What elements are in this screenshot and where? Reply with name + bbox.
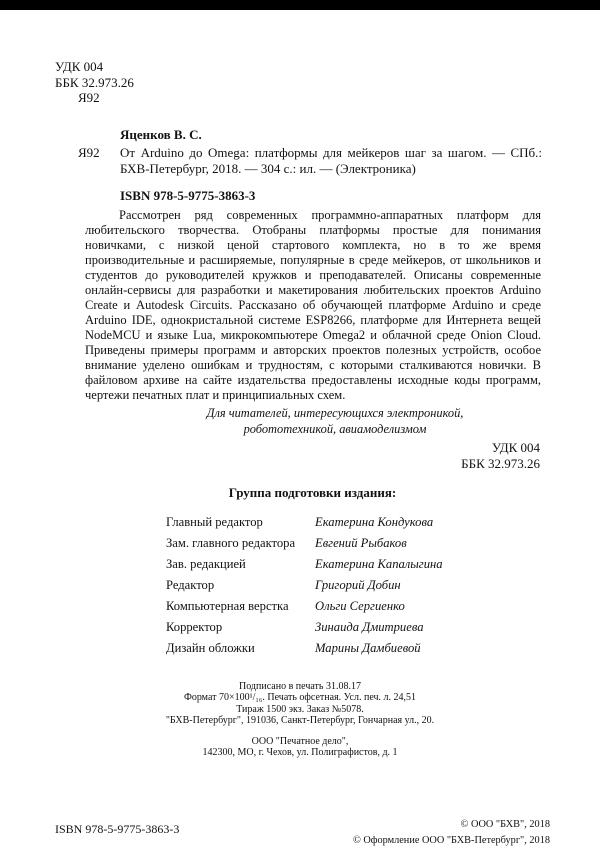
credits-row <box>166 620 443 641</box>
credits-row <box>166 599 443 620</box>
bbk-code-right: ББК 32.973.26 <box>461 455 540 471</box>
imprint-line: 142300, МО, г. Чехов, ул. Полиграфистов, д. 1 <box>202 747 398 759</box>
audience-line-1: Для читателей, интересующихся электроникой, <box>206 406 464 420</box>
author-sign: Я92 <box>78 90 100 105</box>
credits-row <box>166 515 443 536</box>
credits-name: Екатерина Капалыгина <box>315 557 443 571</box>
imprint-line: "БХВ-Петербург", 191036, Санкт-Петербург, Гончарная ул., 20. <box>165 714 435 726</box>
imprint-line: Подписано в печать 31.08.17 <box>239 681 361 692</box>
credits-role: Главный редактор <box>166 515 263 529</box>
credits-name: Ольги Сергиенко <box>315 599 405 613</box>
isbn-number: ISBN 978-5-9775-3863-3 <box>120 188 256 203</box>
credits-row <box>166 578 443 599</box>
credits-name: Григорий Добин <box>315 578 401 592</box>
imprint-block <box>85 681 515 759</box>
footer-isbn: ISBN 978-5-9775-3863-3 <box>55 822 180 836</box>
credits-row <box>166 641 443 662</box>
catalog-entry <box>78 145 542 176</box>
audience-note <box>107 406 563 437</box>
catalog-author-sign: Я92 <box>78 145 100 160</box>
udk-code: УДК 004 <box>55 59 104 74</box>
scan-edge-bar <box>0 0 600 10</box>
credits-name: Марины Дамбиевой <box>315 641 421 655</box>
classification-codes-right <box>461 440 540 471</box>
catalog-entry-text: От Arduino до Omega: платформы для мейкеров шаг за шагом. — СПб.: БХВ-Петербург, 2018. — 304 с.: ил. — (Электроника) <box>120 145 542 176</box>
credits-role: Корректор <box>166 620 223 634</box>
imprint-line: ООО "Печатное дело", <box>251 736 349 748</box>
credits-role: Зав. редакцией <box>166 557 246 571</box>
credits-row <box>166 536 443 557</box>
credits-row <box>166 557 443 578</box>
annotation-paragraph: Рассмотрен ряд современных программно-аппаратных платформ для любительского творчества. Отобраны платформы простые для понимания новичками, с низкой ценой стартового комплекта, но в то же время производительные и расширяемые, популярные в среде мейкеров, от школьников и студентов до руководителей кружков и преподавателей. Описаны современные онлайн-сервисы для разработки и макетирования любительских проектов Arduino Create и Autodesk Circuits. Рассказано об обучающей платформе Arduino и среде Arduino IDE, однокристальной системе ESP8266, платформе для Интернета вещей NodeMCU и языке Lua, микрокомпьютере Omega2 и облачной среде Onion Cloud. Приведены примеры программ и авторских проектов полезных устройств, особое внимание уделено ошибкам и трудностям, с которыми сталкиваются новички. В файловом архиве на сайте издательства предоставлены исходные коды программ, чертежи печатных плат и принципиальных схем. <box>85 208 541 402</box>
imprint-line: Формат 70×100¹/₁₆. Печать офсетная. Усл. печ. л. 24,51 <box>183 692 417 704</box>
copyright-line-2: © Оформление ООО "БХВ-Петербург", 2018 <box>352 834 550 846</box>
credits-name: Екатерина Кондукова <box>315 515 434 529</box>
classification-codes-top <box>55 59 134 106</box>
credits-role: Дизайн обложки <box>166 641 255 655</box>
copyright-line-1: © ООО "БХВ", 2018 <box>460 819 550 830</box>
imprint-line: Тираж 1500 экз. Заказ №5078. <box>236 703 364 715</box>
udk-code-right: УДК 004 <box>491 440 540 455</box>
credits-title: Группа подготовки издания: <box>228 485 397 500</box>
credits-role: Зам. главного редактора <box>166 536 296 550</box>
bbk-code: ББК 32.973.26 <box>55 74 134 90</box>
audience-line-2: робототехникой, авиамоделизмом <box>243 421 427 436</box>
credits-role: Компьютерная верстка <box>166 599 289 613</box>
credits-name: Зинаида Дмитриева <box>315 620 424 634</box>
author-name: Яценков В. С. <box>120 127 202 142</box>
credits-table <box>166 515 443 662</box>
credits-role: Редактор <box>166 578 215 592</box>
credits-name: Евгений Рыбаков <box>315 536 407 550</box>
copyright-block <box>353 817 550 848</box>
